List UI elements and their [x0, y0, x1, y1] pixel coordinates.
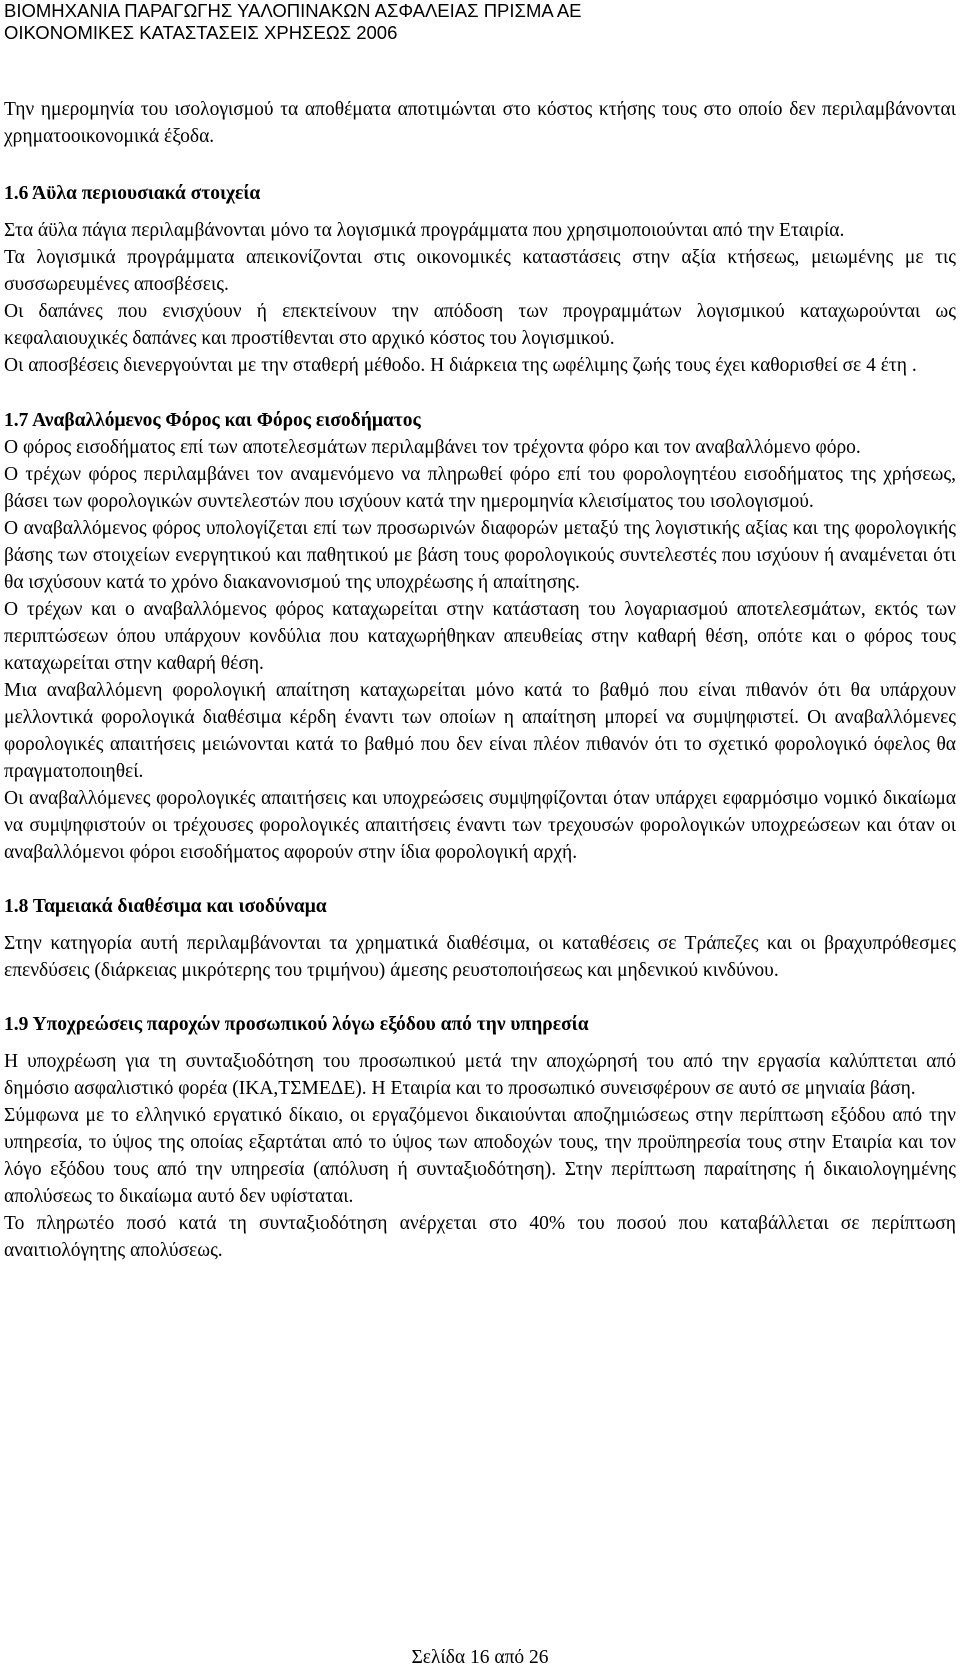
paragraph: Ο τρέχων και ο αναβαλλόμενος φόρος καταχωρείται στην κατάσταση του λογαριασμού αποτελεσμάτων, εκτός των περιπτώσεων όπου υπάρχουν κονδύλια που καταχωρήθηκαν απευθείας στην καθαρή θέση, οπότε και ο φόρος τους καταχωρείται στην καθαρή θέση.	[4, 599, 956, 674]
paragraph: Ο τρέχων φόρος περιλαμβάνει τον αναμενόμενο να πληρωθεί φόρο επί του φορολογητέου εισοδήματος της χρήσεως, βάσει των φορολογικών συντελεστών που ισχύουν κατά την ημερομηνία κλεισίματος του ισολογισμού.	[4, 464, 956, 512]
document-body	[4, 96, 956, 1264]
paragraph: Ο φόρος εισοδήματος επί των αποτελεσμάτων περιλαμβάνει τον τρέχοντα φόρο και τον αναβαλλόμενο φόρο.	[4, 437, 861, 458]
section-title-1-6: 1.6 Άϋλα περιουσιακά στοιχεία	[4, 183, 261, 204]
section-title-1-8: 1.8 Ταμειακά διαθέσιμα και ισοδύναμα	[4, 896, 327, 917]
paragraph: Οι δαπάνες που ενισχύουν ή επεκτείνουν την απόδοση των προγραμμάτων λογισμικού καταχωρούνται ως κεφαλαιουχικές δαπάνες και προστίθενται στο αρχικό κόστος του λογισμικού.	[4, 301, 956, 349]
paragraph: Οι αποσβέσεις διενεργούνται με την σταθερή μέθοδο. Η διάρκεια της ωφέλιμης ζωής τους έχει καθορισθεί σε 4 έτη .	[4, 355, 917, 376]
paragraph: Την ημερομηνία του ισολογισμού τα αποθέματα αποτιμώνται στο κόστος κτήσης τους στο οποίο δεν περιλαμβάνονται χρηματοοικονομικά έξοδα.	[4, 99, 956, 147]
section-title-1-7: 1.7 Αναβαλλόμενος Φόρος και Φόρος εισοδήματος	[4, 410, 421, 431]
section-title-1-9: 1.9 Υποχρεώσεις παροχών προσωπικού λόγω εξόδου από την υπηρεσία	[4, 1014, 589, 1035]
statements-title: ΟΙΚΟΝΟΜΙΚΕΣ ΚΑΤΑΣΤΑΣΕΙΣ ΧΡΗΣΕΩΣ 2006	[4, 22, 398, 43]
paragraph: Στα άϋλα πάγια περιλαμβάνονται μόνο τα λογισμικά προγράμματα που χρησιμοποιούνται από την Εταιρία.	[4, 220, 845, 241]
paragraph: Η υποχρέωση για τη συνταξιοδότηση του προσωπικού μετά την αποχώρησή του από την εργασία καλύπτεται από δημόσιο ασφαλιστικό φορέα (ΙΚΑ,ΤΣΜΕΔΕ). Η Εταιρία και το προσωπικό συνεισφέρουν σε αυτό σε μηνιαία βάση.	[4, 1051, 956, 1099]
paragraph: Οι αναβαλλόμενες φορολογικές απαιτήσεις και υποχρεώσεις συμψηφίζονται όταν υπάρχει εφαρμόσιμο νομικό δικαίωμα να συμψηφιστούν οι τρέχουσες φορολογικές απαιτήσεις έναντι των τρεχουσών φορολογικών υποχρεώσεων και όταν οι αναβαλλόμενοι φόροι εισοδήματος αφορούν στην ίδια φορολογική αρχή.	[4, 788, 956, 863]
paragraph: Στην κατηγορία αυτή περιλαμβάνονται τα χρηματικά διαθέσιμα, οι καταθέσεις σε Τράπεζες και οι βραχυπρόθεσμες επενδύσεις (διάρκειας μικρότερης του τριμήνου) άμεσης ρευστοποιήσεως και μηδενικού κινδύνου.	[4, 933, 956, 981]
paragraph: Σύμφωνα με το ελληνικό εργατικό δίκαιο, οι εργαζόμενοι δικαιούνται αποζημιώσεως στην περίπτωση εξόδου από την υπηρεσία, το ύψος της οποίας εξαρτάται από το ύψος των αποδοχών τους, την προϋπηρεσία τους στην Εταιρία και τον λόγο εξόδου τους από την υπηρεσία (απόλυση ή συνταξιοδότηση). Στην περίπτωση παραίτησης ή δικαιολογημένης απολύσεως το δικαίωμα αυτό δεν υφίσταται.	[4, 1105, 956, 1207]
paragraph: Ο αναβαλλόμενος φόρος υπολογίζεται επί των προσωρινών διαφορών μεταξύ της λογιστικής αξίας και της φορολογικής βάσης των στοιχείων ενεργητικού και παθητικού με βάση τους φορολογικούς συντελεστές που ισχύουν ή αναμένεται ότι θα ισχύσουν κατά το χρόνο διακανονισμού της υποχρέωσης ή απαίτησης.	[4, 518, 956, 593]
page-number: Σελίδα 16 από 26	[411, 1647, 549, 1668]
paragraph: Το πληρωτέο ποσό κατά τη συνταξιοδότηση ανέρχεται στο 40% του ποσού που καταβάλλεται σε περίπτωση αναιτιολόγητης απολύσεως.	[4, 1213, 956, 1261]
company-name: ΒΙΟΜΗΧΑΝΙΑ ΠΑΡΑΓΩΓΗΣ ΥΑΛΟΠΙΝΑΚΩΝ ΑΣΦΑΛΕΙΑΣ ΠΡΙΣΜΑ ΑΕ	[4, 0, 582, 21]
page-footer	[0, 1646, 960, 1670]
paragraph: Μια αναβαλλόμενη φορολογική απαίτηση καταχωρείται μόνο κατά το βαθμό που είναι πιθανόν ότι θα υπάρχουν μελλοντικά φορολογικά διαθέσιμα κέρδη έναντι των οποίων η απαίτηση μπορεί να συμψηφιστεί. Οι αναβαλλόμενες φορολογικές απαιτήσεις μειώνονται κατά το βαθμό που δεν είναι πλέον πιθανόν ότι το σχετικό φορολογικό όφελος θα πραγματοποιηθεί.	[4, 680, 956, 782]
page-header	[4, 0, 582, 44]
paragraph: Τα λογισμικά προγράμματα απεικονίζονται στις οικονομικές καταστάσεις στην αξία κτήσεως, μειωμένης με τις συσσωρευμένες αποσβέσεις.	[4, 247, 956, 295]
